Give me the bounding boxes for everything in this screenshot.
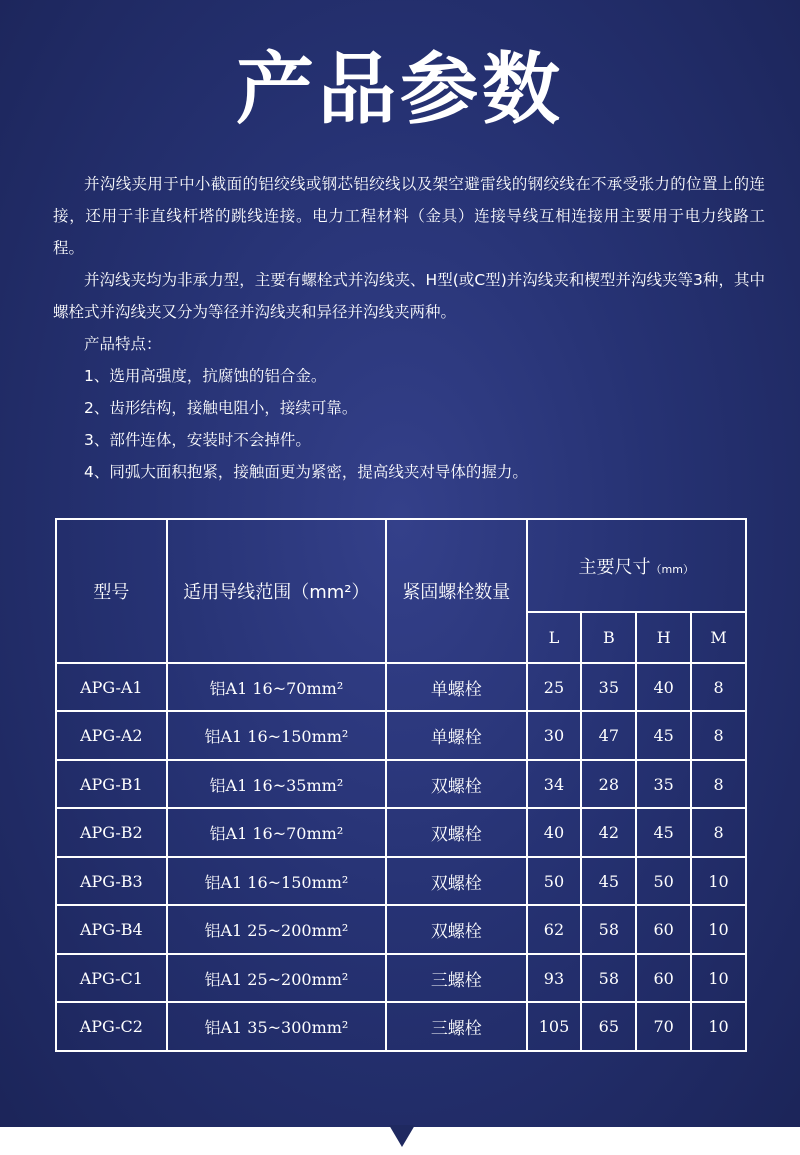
header-model: 型号 [56, 519, 167, 663]
cell-range: 铝A1 16~150mm² [167, 711, 386, 760]
cell-bolts: 三螺栓 [386, 1002, 526, 1051]
table-row [56, 857, 746, 906]
table-row [56, 905, 746, 954]
header-L: L [527, 612, 582, 662]
feature-item: 2、齿形结构，接触电阻小，接续可靠。 [84, 399, 358, 417]
cell-L: 62 [527, 905, 582, 954]
feature-item: 3、部件连体，安装时不会掉件。 [84, 431, 311, 449]
cell-M: 10 [691, 954, 746, 1003]
header-dims-unit: （mm） [650, 562, 694, 576]
cell-model: APG-B4 [56, 905, 167, 954]
table-row [56, 711, 746, 760]
cell-H: 40 [636, 663, 691, 712]
cell-range: 铝A1 16~70mm² [167, 808, 386, 857]
cell-H: 35 [636, 760, 691, 809]
cell-B: 35 [581, 663, 636, 712]
cell-H: 60 [636, 905, 691, 954]
cell-bolts: 双螺栓 [386, 808, 526, 857]
page-title: 产品参数 [235, 45, 564, 135]
cell-B: 47 [581, 711, 636, 760]
cell-model: APG-B1 [56, 760, 167, 809]
cell-L: 25 [527, 663, 582, 712]
header-H: H [636, 612, 691, 662]
cell-bolts: 双螺栓 [386, 905, 526, 954]
cell-B: 58 [581, 905, 636, 954]
intro-paragraph-1: 并沟线夹用于中小截面的铝绞线或钢芯铝绞线以及架空避雷线的钢绞线在不承受张力的位置上的连接，还用于非直线杆塔的跳线连接。电力工程材料（金具）连接导线互相连接用主要用于电力线路工程。 [53, 175, 765, 257]
cell-L: 40 [527, 808, 582, 857]
cell-model: APG-A2 [56, 711, 167, 760]
cell-H: 45 [636, 808, 691, 857]
cell-B: 42 [581, 808, 636, 857]
cell-range: 铝A1 16~70mm² [167, 663, 386, 712]
header-M: M [691, 612, 746, 662]
cell-B: 65 [581, 1002, 636, 1051]
cell-L: 50 [527, 857, 582, 906]
cell-range: 铝A1 16~150mm² [167, 857, 386, 906]
cell-L: 34 [527, 760, 582, 809]
down-arrow-icon [389, 1125, 415, 1147]
cell-range: 铝A1 35~300mm² [167, 1002, 386, 1051]
cell-B: 28 [581, 760, 636, 809]
cell-H: 45 [636, 711, 691, 760]
cell-model: APG-C1 [56, 954, 167, 1003]
header-bolts: 紧固螺栓数量 [386, 519, 526, 663]
cell-range: 铝A1 25~200mm² [167, 954, 386, 1003]
cell-M: 8 [691, 808, 746, 857]
header-range: 适用导线范围（mm²） [167, 519, 386, 663]
header-dims [527, 519, 746, 612]
table-row [56, 1002, 746, 1051]
feature-item: 1、选用高强度，抗腐蚀的铝合金。 [84, 367, 327, 385]
cell-H: 70 [636, 1002, 691, 1051]
cell-M: 10 [691, 1002, 746, 1051]
table-row [56, 760, 746, 809]
cell-model: APG-B3 [56, 857, 167, 906]
cell-range: 铝A1 25~200mm² [167, 905, 386, 954]
cell-H: 50 [636, 857, 691, 906]
intro-paragraph-2: 并沟线夹均为非承力型，主要有螺栓式并沟线夹、H型(或C型)并沟线夹和楔型并沟线夹等3种，其中螺栓式并沟线夹又分为等径并沟线夹和异径并沟线夹两种。 [53, 271, 765, 321]
intro-text [53, 168, 765, 488]
table-body [56, 663, 746, 1051]
cell-bolts: 三螺栓 [386, 954, 526, 1003]
cell-bolts: 双螺栓 [386, 760, 526, 809]
header-B: B [581, 612, 636, 662]
cell-bolts: 双螺栓 [386, 857, 526, 906]
cell-H: 60 [636, 954, 691, 1003]
table-row [56, 663, 746, 712]
cell-L: 105 [527, 1002, 582, 1051]
cell-range: 铝A1 16~35mm² [167, 760, 386, 809]
cell-L: 30 [527, 711, 582, 760]
cell-bolts: 单螺栓 [386, 663, 526, 712]
table-row [56, 808, 746, 857]
cell-bolts: 单螺栓 [386, 711, 526, 760]
cell-M: 10 [691, 857, 746, 906]
header-dims-label: 主要尺寸 [578, 556, 651, 578]
cell-M: 10 [691, 905, 746, 954]
cell-B: 45 [581, 857, 636, 906]
cell-B: 58 [581, 954, 636, 1003]
features-heading: 产品特点： [84, 335, 162, 353]
cell-L: 93 [527, 954, 582, 1003]
cell-M: 8 [691, 760, 746, 809]
cell-M: 8 [691, 711, 746, 760]
cell-model: APG-A1 [56, 663, 167, 712]
spec-table [55, 518, 747, 1052]
feature-item: 4、同弧大面积抱紧，接触面更为紧密，提高线夹对导体的握力。 [84, 463, 528, 481]
table-row [56, 954, 746, 1003]
cell-model: APG-B2 [56, 808, 167, 857]
cell-model: APG-C2 [56, 1002, 167, 1051]
cell-M: 8 [691, 663, 746, 712]
